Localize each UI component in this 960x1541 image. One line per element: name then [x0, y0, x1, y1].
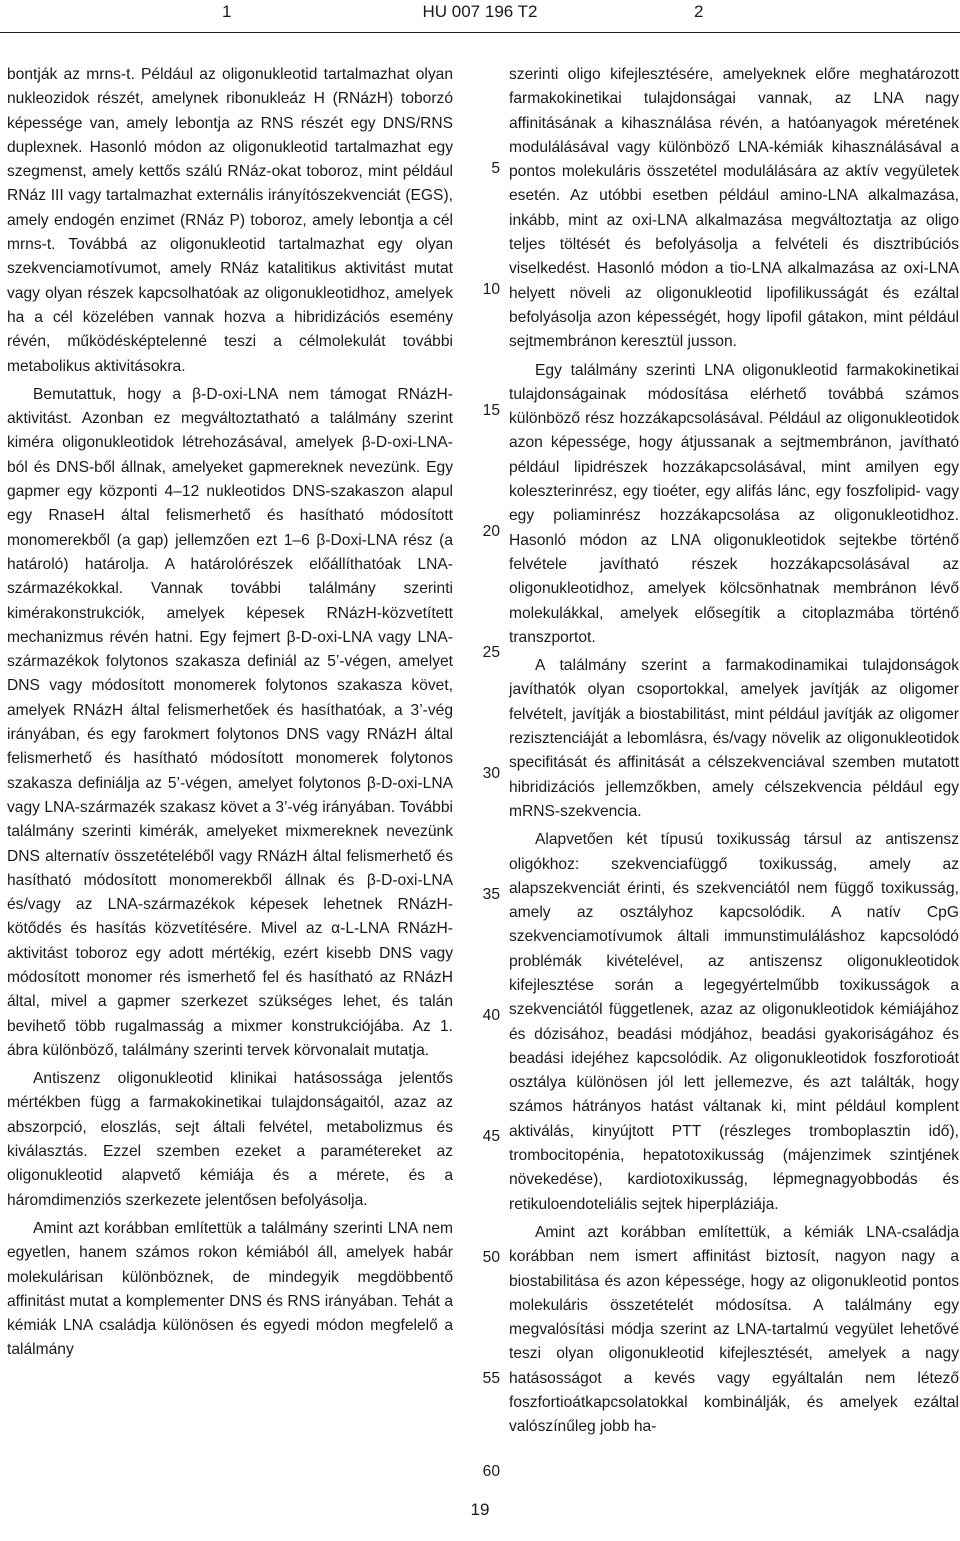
line-number: 5 [491, 160, 500, 177]
paragraph: Bemutattuk, hogy a β-D-oxi-LNA nem támogat RNázH-aktivitást. Azonban ez megváltoztatható a találmány szerint kiméra oligonukleotidok létrehozásával, amelyek β-D-oxi-LNA-ból és DNS-ből állnak, amelyeket gapmereknek nevezünk. Egy gapmer egy központi 4–12 nukleotidos DNS-szakaszon alapul egy RnaseH által felismerhető és hasítható módosított monomerekből (a gap) jellemzően ezt 1–6 β-Doxi-LNA rész (a határoló) határolja. A határolórészek előállíthatóak LNA-származékokkal. Vannak további találmány szerinti kimérakonstrukciók, amelyek képesek RNázH-közvetített mechanizmus révén hatni. Egy fejmert β-D-oxi-LNA vagy LNA-származékok folytonos szakasza definiál az 5’-végen, amelyet DNS vagy módosított monomerek folytonos szakasza követ, amelyek RNázH által felismerhetőek és hasíthatóak, a 3’-vég irányában, és egy farokmert folytonos DNS vagy RNázH által felismerhető és hasítható módosított monomerek folytonos szakasza definiálja az 5’-végen, amelyet folytonos β-D-oxi-LNA vagy LNA-származék szakasz követ a 3’-vég irányában. További találmány szerinti kimérák, amelyeket mixmereknek nevezünk DNS alternatív összetételéből vagy RNázH által felismerhető és hasítható módosított monomerekből állnak és β-D-oxi-LNA és/vagy az LNA-származékok képesek lehetnek RNázH-kötődés és hasítás közvetítésére. Mivel az α-L-LNA RNázH-aktivitást toboroz egy adott mértékig, ezért kisebb DNS vagy módosított monomer rés ismerhető fel és hasítható az RNázH által, mivel a gapmer szerkezet szükséges lehet, és talán bevihető több rugalmasság a mixmer konstrukciójába. Az 1. ábra különböző, találmány szerinti tervek körvonalait mutatja. [7, 385, 453, 1059]
right-page-number: 2 [694, 2, 704, 21]
page-header [0, 0, 960, 30]
line-number: 35 [482, 886, 500, 903]
right-column [509, 63, 959, 1440]
paragraph: Alapvetően két típusú toxikusság társul az antiszensz oligókhoz: szekvenciafüggő toxikusság, amely az alapszekvenciát érinti, és szekvenciától nem függő toxikusság, amely az osztályhoz kapcsolódik. A natív CpG szekvenciamotívumok általi immunstimuláláshoz kapcsolódó problémák kivételével, az antiszensz oligonukleotidok kifejlesztése során a legegyértelműbb toxikusságok a szekvenciától függetlenek, azaz az oligonukleotidok kémiájához és dózisához, beadási módjához, beadási gyakoriságához és beadási idejéhez kapcsolódik. Az oligonukleotidok foszforotioát osztálya különösen jól lett jellemezve, és azt találták, hogy számos hátrányos hatást váltanak ki, mint például komplent aktiválás, kinyújtott PTT (részleges tromboplasztin idő), trombocitopénia, hepatotoxikusság (májenzimek szintjének növekedése), kardiotoxikusság, lépmegnagyobbodás és retikuloendoteliális sejtek hiperpláziája. [509, 831, 959, 1213]
document-id: HU 007 196 T2 [422, 2, 538, 21]
page-number: 19 [470, 1500, 490, 1519]
paragraph: A találmány szerint a farmakodinamikai tulajdonságok javíthatók olyan csoportokkal, amelyek javítják az oligomer felvételt, javítják a biostabilitást, mint például javítják az oligomer rezisztenciáját a lebomlásra, és/vagy növelik az oligonukleotidok specifitását és affinitását a célszekvenciával szemben mutatott hibridizációs jellemzőkben, amely célszekvencia például egy mRNS-szekvencia. [509, 657, 959, 820]
line-number: 40 [482, 1007, 500, 1024]
line-number: 25 [482, 644, 500, 661]
left-page-number: 1 [222, 2, 232, 21]
paragraph: szerinti oligo kifejlesztésére, amelyeknek előre meghatározott farmakokinetikai tulajdonságai vannak, az LNA nagy affinitásának a kihasználása révén, a hatóanyagok méretének modulálásával vagy különböző LNA-kémiák kihasználásával a pontos molekuláris összetétel modulálására az aktív vegyületek esetén. Az utóbbi esetben például amino-LNA alkalmazása, inkább, mint az oxi-LNA alkalmazása megváltoztatja az oligo teljes töltését és befolyásolja a felvételi és disztribúciós viselkedést. Hasonló módon a tio-LNA alkalmazása az oxi-LNA helyett növeli az oligonukleotid lipofilikusságát és ezáltal befolyásolja azon képességét, hogy lipofil gátakon, mint például sejtmembránon keresztül jusson. [509, 66, 959, 351]
line-number: 15 [482, 402, 500, 419]
paragraph: Amint azt korábban említettük, a kémiák LNA-családja korábban nem ismert affinitást biztosít, nagyon nagy a biostabilitása és azon képessége, hogy az oligonukleotid pontos molekuláris összetételét módosítsa. A találmány egy megvalósítási módja szerint az LNA-tartalmú vegyület lehetővé teszi olyan oligonukleotid kifejlesztését, amelyek a nagy hatásosságot a kevés vagy egyáltalán nem létező foszfortioátkapcsolatokkal kombinálják, és amelyek ezáltal valószínűleg jobb ha- [509, 1223, 959, 1436]
line-number: 30 [482, 765, 500, 782]
line-number: 55 [482, 1370, 500, 1387]
header-divider [0, 32, 960, 33]
paragraph: Egy találmány szerinti LNA oligonukleotid farmakokinetikai tulajdonságainak módosítása elérhető továbbá számos különböző rész hozzákapcsolásával. Például az oligonukleotidok azon képessége, hogy átjussanak a sejtmembránon, javítható például lipidrészek hozzákapcsolásával, mint amilyen egy koleszterinrész, egy tioéter, egy alifás lánc, egy foszfolipid- vagy egy poliaminrész hozzákapcsolása az oligonukleotidhoz. Hasonló módon az LNA oligonukleotidok sejtekbe történő felvétele javítható részek hozzákapcsolásával az oligonukleotidhoz, amelyek kölcsönhatnak membránon lévő molekulákkal, amelyek elősegítik a citoplazmába történő transzportot. [509, 361, 959, 646]
paragraph: Amint azt korábban említettük a találmány szerinti LNA nem egyetlen, hanem számos rokon kémiából áll, amelyek habár molekulárisan különböznek, de mindegyik megdöbbentő affinitást mutat a komplementer DNS és RNS irányában. Tehát a kémiák LNA családja különösen és egyedi módon megfelelő a találmány [7, 1219, 453, 1359]
paragraph: bontják az mrns-t. Például az oligonukleotid tartalmazhat olyan nukleozidok részét, amelynek ribonukleáz H (RNázH) toborzó képessége van, amely lebontja az RNS részét egy DNS/RNS duplexnek. Hasonló módon az oligonukleotid tartalmazhat egy szegmenst, amely kettős szálú RNáz-okat toboroz, mint például RNáz III vagy tartalmazhat externális irányítószekvenciát (EGS), amely endogén enzimet (RNáz P) toboroz, amely lebontja a cél mrns-t. Továbbá az oligonukleotid tartalmazhat egy olyan szekvenciamotívumot, amely RNáz katalitikus aktivitást mutat vagy olyan részek kapcsolhatóak az oligonukleotidhoz, amelyek ha a cél közelében vannak hozva a hibridizációs esemény révén, működésképtelenné teszi a célmolekulát további metabolikus aktivitásokra. [7, 66, 453, 375]
line-number: 60 [482, 1463, 500, 1480]
line-number: 50 [482, 1249, 500, 1266]
line-number: 45 [482, 1128, 500, 1145]
left-column [7, 63, 453, 1363]
paragraph: Antiszenz oligonukleotid klinikai hatásossága jelentős mértékben függ a farmakokinetikai tulajdonságaitól, azaz az abszorpció, eloszlás, sejt általi felvétel, metabolizmus és kiválasztás. Ezzel szemben ezeket a paramétereket az oligonukleotid alapvető kémiája és a mérete, és a háromdimenziós szerkezete jelentősen befolyásolja. [7, 1070, 453, 1209]
line-number: 20 [482, 523, 500, 540]
line-number: 10 [482, 281, 500, 298]
